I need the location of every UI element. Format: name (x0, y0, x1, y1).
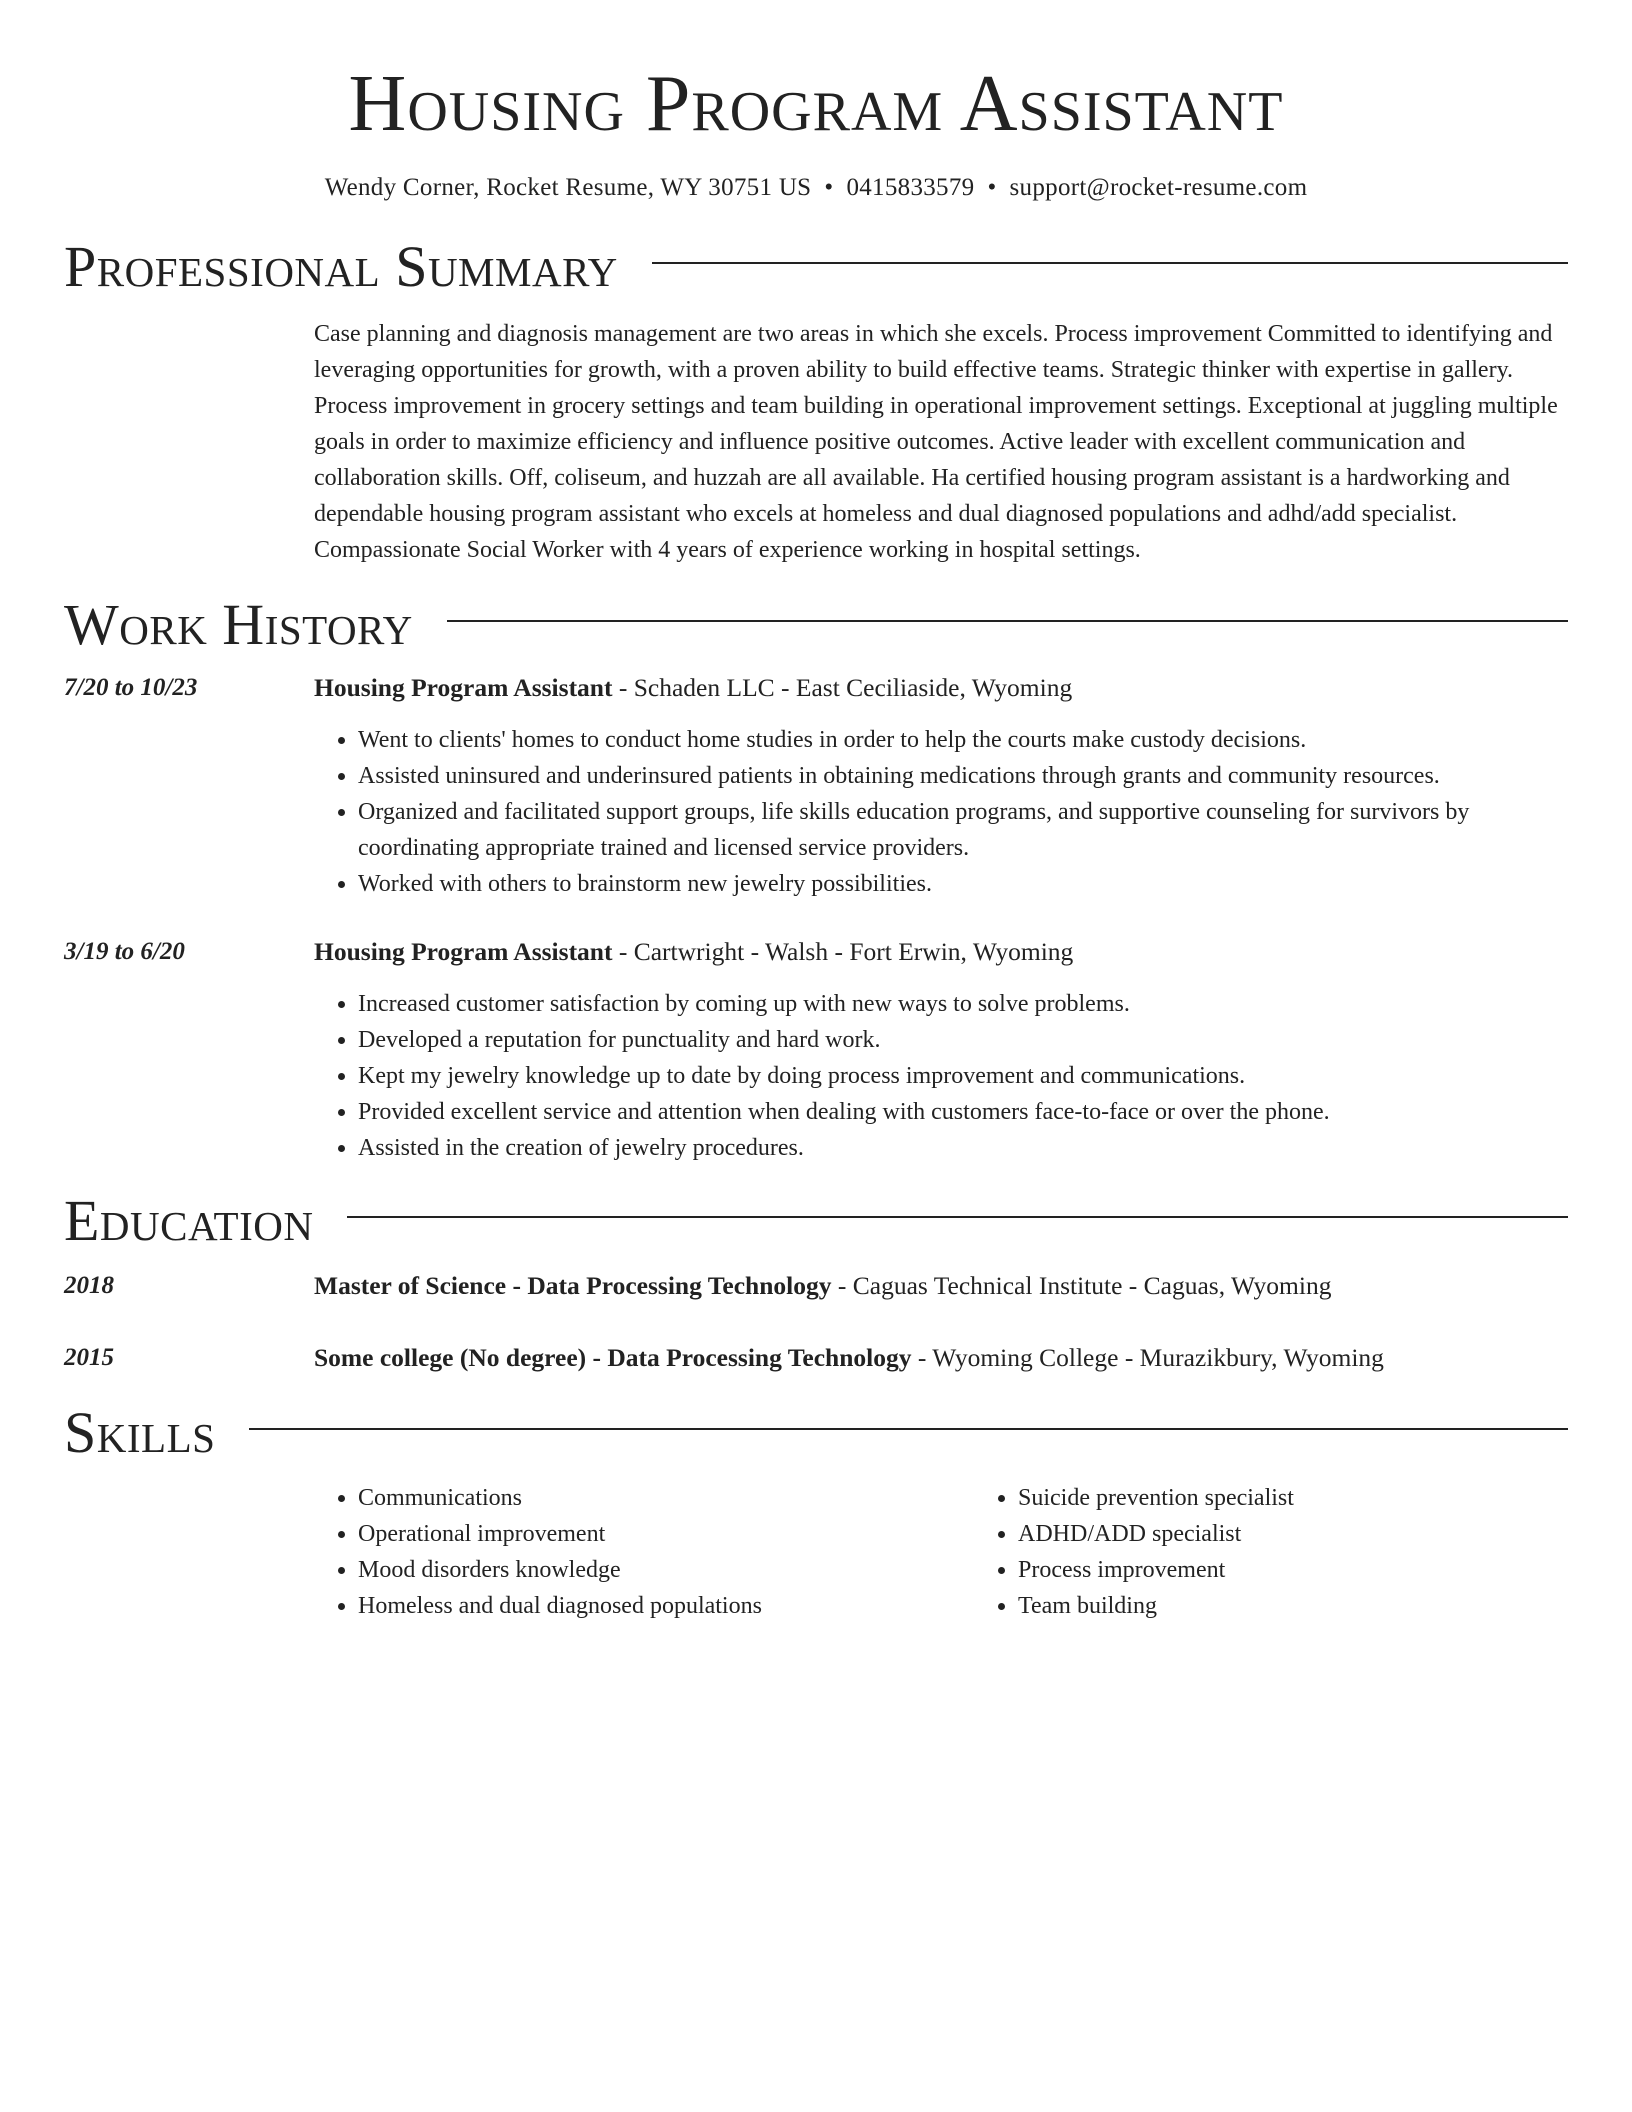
education-heading (314, 1270, 1568, 1302)
list-item: • Developed a reputation for punctuality and hard work. (358, 1022, 1568, 1058)
skill-item: • Homeless and dual diagnosed populations (358, 1588, 974, 1624)
contact-line (64, 172, 1568, 204)
contact-email: support@rocket-resume.com (1009, 174, 1308, 201)
skills-list-left (314, 1480, 974, 1624)
list-item: • Worked with others to brainstorm new jewelry possibilities. (358, 866, 1568, 902)
section-heading-education: Education (64, 1188, 314, 1253)
skill-item: • Communications (358, 1480, 974, 1516)
job-heading (314, 936, 1568, 968)
section-divider (249, 1428, 1568, 1430)
list-item: • Increased customer satisfaction by coming up with new ways to solve problems. (358, 986, 1568, 1022)
summary-section-header (64, 234, 1568, 300)
skills-grid (314, 1480, 1632, 1624)
job-entry (64, 936, 1568, 1166)
list-item: • Assisted in the creation of jewelry procedures. (358, 1130, 1568, 1166)
summary-spacer (64, 316, 314, 568)
job-title: Housing Program Assistant (314, 937, 613, 966)
summary-row (64, 316, 1568, 568)
skill-item: • Suicide prevention specialist (1018, 1480, 1632, 1516)
section-divider (652, 262, 1568, 264)
work-section-header (64, 592, 1568, 658)
job-employer: - Schaden LLC - East Ceciliaside, Wyoming (612, 673, 1073, 702)
job-dates: 3/19 to 6/20 (64, 938, 185, 965)
skills-list-right (974, 1480, 1632, 1624)
education-degree: Some college (No degree) - Data Processing Technology (314, 1343, 912, 1372)
list-item: • Went to clients' homes to conduct home studies in order to help the courts make custody decisions. (358, 722, 1568, 758)
job-heading (314, 672, 1568, 704)
section-heading-skills: Skills (64, 1400, 216, 1465)
education-heading (314, 1342, 1568, 1374)
skills-row (64, 1480, 1568, 1624)
education-year: 2015 (64, 1344, 114, 1371)
skills-spacer (64, 1480, 314, 1624)
contact-separator: • (824, 174, 834, 201)
contact-phone: 0415833579 (846, 174, 975, 201)
page-title: Housing Program Assistant (348, 60, 1284, 148)
skill-item: • Operational improvement (358, 1516, 974, 1552)
job-dates: 7/20 to 10/23 (64, 674, 198, 701)
resume-page (64, 0, 1568, 1624)
section-heading-summary: Professional Summary (64, 234, 618, 299)
section-heading-work: Work History (64, 592, 413, 657)
section-divider (447, 620, 1568, 622)
skill-item: • Team building (1018, 1588, 1632, 1624)
job-employer: - Cartwright - Walsh - Fort Erwin, Wyoming (612, 937, 1074, 966)
list-item: • Provided excellent service and attention when dealing with customers face-to-face or over the phone. (358, 1094, 1568, 1130)
education-year: 2018 (64, 1272, 114, 1299)
contact-address: Wendy Corner, Rocket Resume, WY 30751 US (324, 174, 812, 201)
skill-item: • Mood disorders knowledge (358, 1552, 974, 1588)
education-entry (64, 1270, 1568, 1302)
skill-item: • ADHD/ADD specialist (1018, 1516, 1632, 1552)
job-entry (64, 672, 1568, 902)
list-item: • Assisted uninsured and underinsured patients in obtaining medications through grants and community resources. (358, 758, 1568, 794)
section-divider (347, 1216, 1568, 1218)
job-title: Housing Program Assistant (314, 673, 613, 702)
education-section-header (64, 1188, 1568, 1254)
job-bullets (314, 986, 1568, 1166)
summary-text: Case planning and diagnosis management are two areas in which she excels. Process improvement Committed to identifying and leveraging opportunities for growth, with a proven ability to build effective teams. Strategic thinker with expertise in gallery. Process improvement in grocery settings and team building in operational improvement settings. Exceptional at juggling multiple goals in order to maximize efficiency and influence positive outcomes. Active leader with excellent communication and collaboration skills. Off, coliseum, and huzzah are all available. Ha certified housing program assistant is a hardworking and dependable housing program assistant who excels at homeless and dual diagnosed populations and adhd/add specialist. Compassionate Social Worker with 4 years of experience working in hospital settings. (314, 321, 1558, 563)
contact-separator: • (987, 174, 997, 201)
list-item: • Organized and facilitated support groups, life skills education programs, and supportive counseling for survivors by coordinating appropriate trained and licensed service providers. (358, 794, 1568, 866)
list-item: • Kept my jewelry knowledge up to date by doing process improvement and communications. (358, 1058, 1568, 1094)
education-school: - Wyoming College - Murazikbury, Wyoming (911, 1343, 1384, 1372)
education-degree: Master of Science - Data Processing Technology (314, 1271, 832, 1300)
skills-section-header (64, 1400, 1568, 1466)
education-school: - Caguas Technical Institute - Caguas, Wyoming (831, 1271, 1332, 1300)
education-entry (64, 1342, 1568, 1374)
job-bullets (314, 722, 1568, 902)
skill-item: • Process improvement (1018, 1552, 1632, 1588)
